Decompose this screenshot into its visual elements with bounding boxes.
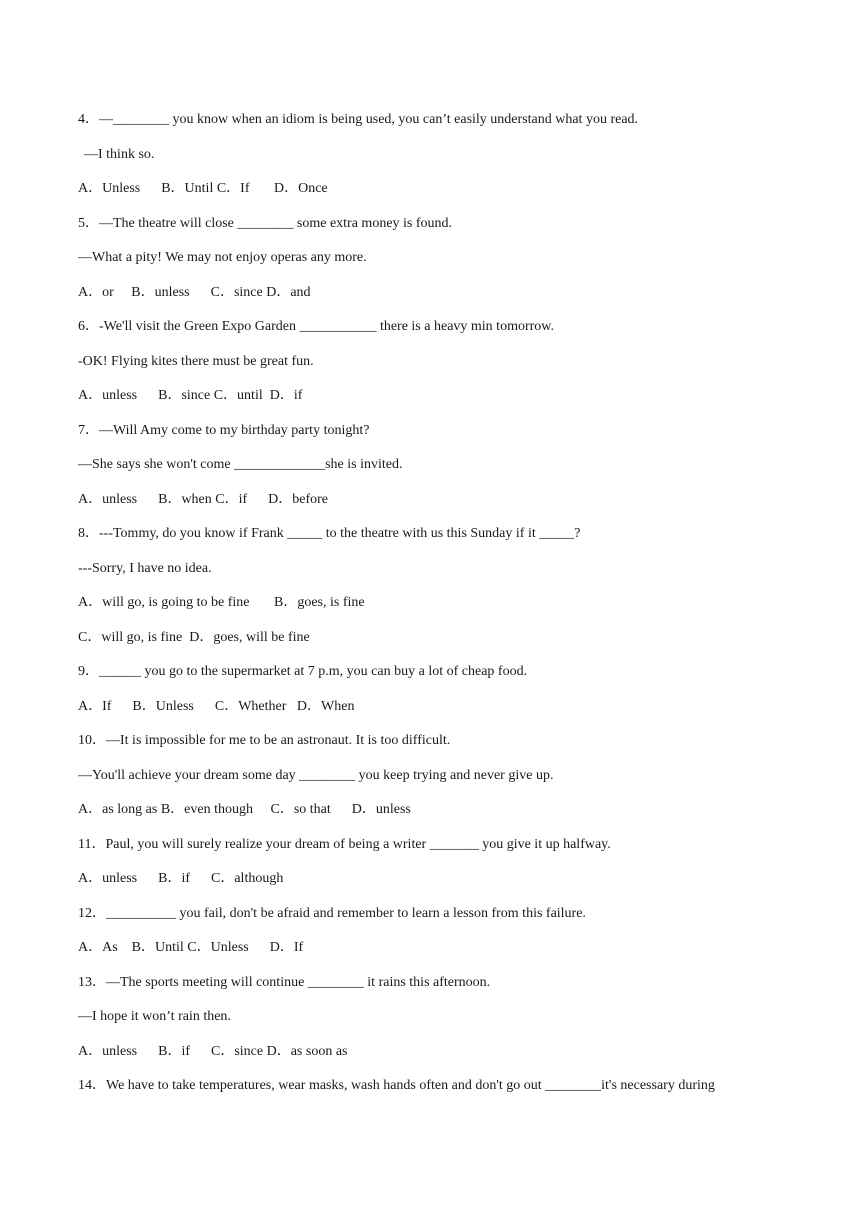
question-8-stem: 8．---Tommy, do you know if Frank _____ to the theatre with us this Sunday if it _____? bbox=[78, 526, 581, 541]
question-13-reply: —I hope it won’t rain then. bbox=[78, 1009, 231, 1024]
question-5-stem: 5．—The theatre will close ________ some extra money is found. bbox=[78, 215, 453, 231]
question-11-options: A．unless B．if C．although bbox=[78, 871, 284, 886]
question-9-stem: 9．______ you go to the supermarket at 7 p.m, you can buy a lot of cheap food. bbox=[78, 664, 528, 679]
question-list bbox=[78, 110, 778, 1111]
question-10-options: A．as long as B．even though C．so that D．unless bbox=[78, 802, 411, 817]
question-4-options: A．Unless B．Until C．If D．Once bbox=[78, 181, 328, 196]
question-6-reply: -OK! Flying kites there must be great fun. bbox=[78, 353, 314, 369]
question-10-stem: 10．—It is impossible for me to be an astronaut. It is too difficult. bbox=[78, 733, 451, 748]
question-8-options-c-d: C．will go, is fine D．goes, will be fine bbox=[78, 629, 310, 645]
question-6-options: A．unless B．since C．until D．if bbox=[78, 388, 303, 403]
question-8-reply: ---Sorry, I have no idea. bbox=[78, 560, 212, 576]
question-5-options: A．or B．unless C．since D．and bbox=[78, 284, 311, 300]
question-7-stem: 7．—Will Amy come to my birthday party tonight? bbox=[78, 422, 370, 438]
question-4-reply: —I think so. bbox=[84, 146, 155, 162]
question-10-reply: —You'll achieve your dream some day ________ you keep trying and never give up. bbox=[78, 767, 554, 783]
question-4-stem: 4．—________ you know when an idiom is being used, you can’t easily understand what you read. bbox=[78, 112, 639, 127]
question-7-reply: —She says she won't come _____________she is invited. bbox=[78, 457, 403, 472]
question-5-reply: —What a pity! We may not enjoy operas any more. bbox=[78, 250, 367, 265]
question-13-options: A．unless B．if C．since D．as soon as bbox=[78, 1043, 348, 1059]
question-14-stem: 14．We have to take temperatures, wear masks, wash hands often and don't go out ________it's necessary during bbox=[78, 1078, 715, 1093]
question-6-stem: 6．-We'll visit the Green Expo Garden ___________ there is a heavy min tomorrow. bbox=[78, 319, 554, 334]
question-12-options: A．As B．Until C．Unless D．If bbox=[78, 940, 304, 955]
question-8-options-a-b: A．will go, is going to be fine B．goes, is fine bbox=[78, 595, 365, 610]
question-11-stem: 11．Paul, you will surely realize your dream of being a writer _______ you give it up halfway. bbox=[78, 836, 611, 852]
question-12-stem: 12．__________ you fail, don't be afraid and remember to learn a lesson from this failure. bbox=[78, 905, 586, 921]
question-13-stem: 13．—The sports meeting will continue ________ it rains this afternoon. bbox=[78, 974, 491, 990]
question-9-options: A．If B．Unless C．Whether D．When bbox=[78, 698, 355, 714]
question-7-options: A．unless B．when C．if D．before bbox=[78, 491, 329, 507]
